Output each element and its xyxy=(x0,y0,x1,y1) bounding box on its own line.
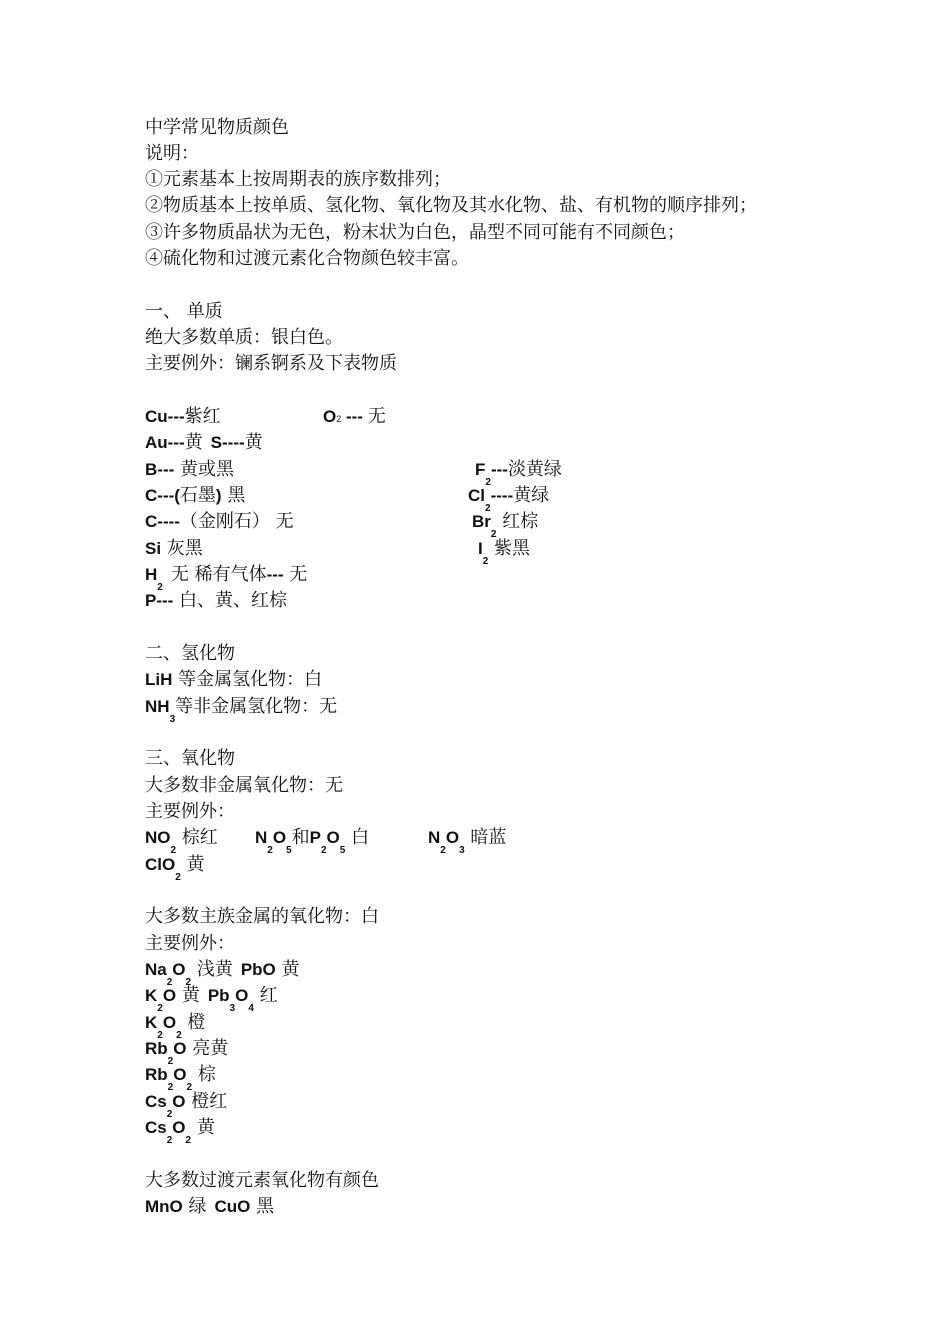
section-1-heading: 一、 单质 xyxy=(145,301,223,322)
entry-k2o-pb3o4: $K_2O$ 黄 $Pb_3O_4$ 红 xyxy=(145,985,278,1014)
entry-rb2o: $Rb_2O$ 亮黄 xyxy=(145,1038,229,1067)
entry-cu: Cu---紫红 xyxy=(145,406,221,427)
note-2: ②物质基本上按单质、氢化物、氧化物及其水化物、盐、有机物的顺序排列； xyxy=(145,195,757,216)
entry-n2o3: $N_2O_3$ 暗蓝 xyxy=(428,827,507,856)
entry-rb2o2: $Rb_2O_2$ 棕 xyxy=(145,1064,216,1093)
entry-i2: $I_2$ 紫黑 xyxy=(478,538,531,567)
entry-br2: $Br_2$ 红棕 xyxy=(472,511,539,540)
entry-p: P--- 白、黄、红棕 xyxy=(145,590,288,611)
note-1: ①元素基本上按周期表的族序数排列； xyxy=(145,169,451,190)
note-3: ③许多物质晶状为无色，粉末状为白色，晶型不同可能有不同颜色； xyxy=(145,222,685,243)
entry-si: Si 灰黑 xyxy=(145,538,203,559)
entry-c-diamond: C----（金刚石） 无 xyxy=(145,511,294,532)
entry-nh3: $NH_3$等非金属氢化物：无 xyxy=(145,696,338,725)
section-3-heading: 三、氧化物 xyxy=(145,748,235,769)
section-1-line-2: 主要例外：镧系锕系及下表物质 xyxy=(145,353,397,374)
section-1-line-1: 绝大多数单质：银白色。 xyxy=(145,327,343,348)
entry-o2: O2 --- 无 xyxy=(323,406,386,427)
note-4: ④硫化物和过渡元素化合物颜色较丰富。 xyxy=(145,248,469,269)
entry-clo2: ClO$_2$ 黄 xyxy=(145,854,205,883)
entry-h2-noble: $H_2$无 稀有气体--- 无 xyxy=(145,564,308,593)
section-3-line-4: 主要例外： xyxy=(145,933,235,954)
entry-b: B--- 黄或黑 xyxy=(145,459,234,480)
entry-n2o5-p2o5: $N_2O_5$和$P_2O_5$ 白 xyxy=(255,827,370,856)
document-title: 中学常见物质颜色 xyxy=(145,117,289,138)
entry-f2: $F_2---$淡黄绿 xyxy=(475,459,562,488)
note-label: 说明： xyxy=(145,143,199,164)
entry-cs2o2: $Cs_2O_2$ 黄 xyxy=(145,1117,215,1146)
section-2-heading: 二、氢化物 xyxy=(145,643,235,664)
entry-au-s: Au---黄 S----黄 xyxy=(145,432,263,453)
entry-cs2o: $Cs_2O$ 橙红 xyxy=(145,1091,228,1120)
entry-lih: LiH 等金属氢化物：白 xyxy=(145,669,323,690)
section-3-line-1: 大多数非金属氧化物：无 xyxy=(145,775,343,796)
entry-na2o2-pbo: $Na_2O_2$ 浅黄 PbO 黄 xyxy=(145,959,300,988)
entry-cl2: $Cl_2----$黄绿 xyxy=(468,485,550,514)
section-3-line-5: 大多数过渡元素氧化物有颜色 xyxy=(145,1170,379,1191)
entry-k2o2: $K_2O_2$ 橙 xyxy=(145,1012,206,1041)
entry-no2: $NO_2$ 棕红 xyxy=(145,827,218,856)
section-3-line-2: 主要例外： xyxy=(145,801,235,822)
entry-c-graphite: C---(石墨) 黑 xyxy=(145,485,246,506)
section-3-line-3: 大多数主族金属的氧化物：白 xyxy=(145,906,379,927)
entry-mno-cuo: MnO 绿 CuO 黑 xyxy=(145,1196,275,1217)
